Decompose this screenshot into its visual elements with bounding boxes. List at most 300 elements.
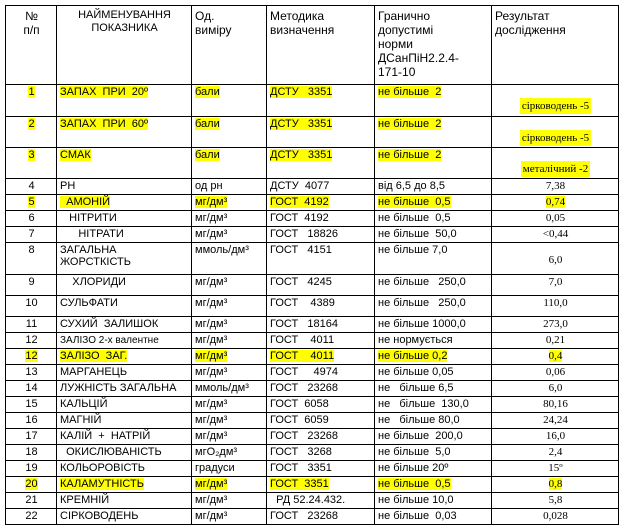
row-method-text: ГОСТ 23268 [270, 382, 338, 394]
row-result-text: 15º [548, 462, 563, 474]
row-unit-text: градуси [195, 462, 235, 474]
table-row [6, 243, 619, 275]
row-method-text: ГОСТ 3351 [270, 462, 332, 474]
row-unit [192, 381, 267, 397]
row-name [57, 365, 192, 381]
row-num [6, 179, 57, 195]
row-norm [375, 493, 492, 509]
row-method [267, 461, 375, 477]
row-result-text: 6,0 [548, 254, 563, 266]
row-name-text: ЗАПАХ ПРИ 60º [60, 118, 149, 130]
table-row [6, 333, 619, 349]
row-method-text: ГОСТ 23268 [270, 430, 338, 442]
row-num-text: 18 [25, 446, 38, 458]
row-method-text: ГОСТ 4245 [270, 276, 332, 288]
row-result-text: 6,0 [548, 382, 563, 394]
row-num-text: 12 [25, 334, 38, 346]
row-method-text: ГОСТ 18164 [270, 318, 338, 330]
row-method-text: РД 52.24.432. [270, 494, 346, 506]
row-unit [192, 349, 267, 365]
row-result-text: сірководень -5 [521, 132, 590, 144]
row-unit-text: мг/дм³ [195, 494, 228, 506]
row-name-text: КОЛЬОРОВІСТЬ [60, 462, 146, 474]
row-method [267, 493, 375, 509]
row-num [6, 493, 57, 509]
header-num: № п/п [6, 6, 57, 85]
row-num [6, 333, 57, 349]
row-method [267, 211, 375, 227]
row-name-text: АМОНІЙ [60, 196, 111, 208]
row-name [57, 179, 192, 195]
row-num-text: 21 [25, 494, 38, 506]
row-unit-text: мг/дм³ [195, 297, 228, 309]
row-result [492, 211, 619, 227]
row-num [6, 117, 57, 148]
row-method-text: ГОСТ 6059 [270, 414, 329, 426]
row-num [6, 445, 57, 461]
row-method [267, 195, 375, 211]
row-unit [192, 179, 267, 195]
row-unit [192, 333, 267, 349]
row-num-text: 11 [25, 318, 38, 330]
row-name-text: КРЕМНІЙ [60, 494, 110, 506]
row-method-text: ДСТУ 3351 [270, 86, 333, 98]
header-name: НАЙМЕНУВАННЯ ПОКАЗНИКА [57, 6, 192, 85]
row-method [267, 349, 375, 365]
row-name [57, 317, 192, 333]
table-row [6, 317, 619, 333]
row-norm-text: не більше 6,5 [378, 382, 454, 394]
row-result-text: 2,4 [548, 446, 563, 458]
row-norm [375, 429, 492, 445]
row-norm-text: не більше 5,0 [378, 446, 451, 458]
row-norm [375, 148, 492, 179]
row-num-text: 13 [25, 366, 38, 378]
row-norm [375, 317, 492, 333]
row-norm [375, 333, 492, 349]
row-method [267, 333, 375, 349]
row-norm-text: від 6,5 до 8,5 [378, 180, 445, 192]
row-method [267, 148, 375, 179]
row-num-text: 17 [25, 430, 38, 442]
row-num-text: 4 [28, 180, 35, 192]
row-name-text: КАЛІЙ + НАТРІЙ [60, 430, 151, 442]
row-method-text: ГОСТ 4974 [270, 366, 338, 378]
row-unit-text: мг/дм³ [195, 350, 228, 362]
row-result [492, 333, 619, 349]
row-unit-text: мг/дм³ [195, 478, 228, 490]
row-unit-text: мг/дм³ [195, 196, 228, 208]
row-num [6, 397, 57, 413]
row-result-text: 110,0 [543, 297, 568, 309]
row-name-text: НІТРАТИ [60, 228, 124, 240]
table-row [6, 397, 619, 413]
row-unit-text: од рн [195, 180, 223, 192]
row-num [6, 296, 57, 317]
row-name-text: СУЛЬФАТИ [60, 297, 118, 309]
row-result [492, 509, 619, 525]
table-row [6, 296, 619, 317]
row-name [57, 117, 192, 148]
row-result [492, 493, 619, 509]
row-name [57, 445, 192, 461]
row-unit [192, 397, 267, 413]
row-method-text: ГОСТ 4192 [270, 196, 329, 208]
row-norm [375, 211, 492, 227]
row-num [6, 349, 57, 365]
row-num-text: 6 [28, 212, 35, 224]
row-unit [192, 227, 267, 243]
row-result [492, 195, 619, 211]
row-norm-text: не більше 50,0 [378, 228, 457, 240]
row-method-text: ГОСТ 6058 [270, 398, 329, 410]
row-name [57, 211, 192, 227]
row-num [6, 317, 57, 333]
header-unit: Од. виміру [192, 6, 267, 85]
row-method [267, 117, 375, 148]
row-norm-text: не більше 20º [378, 462, 449, 474]
header-method: Методика визначення [267, 6, 375, 85]
row-unit-text: мг/дм³ [195, 510, 228, 522]
row-norm [375, 445, 492, 461]
row-result [492, 317, 619, 333]
row-method-text: ДСТУ 4077 [270, 180, 330, 192]
row-method-text: ГОСТ 4151 [270, 244, 332, 256]
table-row [6, 493, 619, 509]
row-result-text: 5,8 [548, 494, 563, 506]
row-name-text: МАРГАНЕЦЬ [60, 366, 128, 378]
row-name-text: СУХИЙ ЗАЛИШОК [60, 318, 159, 330]
row-result [492, 397, 619, 413]
row-norm [375, 275, 492, 296]
row-result-text: 80,16 [543, 398, 568, 410]
row-name [57, 296, 192, 317]
row-result [492, 179, 619, 195]
table-row [6, 445, 619, 461]
row-unit-text: бали [195, 149, 220, 161]
row-num [6, 429, 57, 445]
water-analysis-table [5, 5, 619, 525]
row-unit [192, 296, 267, 317]
row-result [492, 243, 619, 275]
row-name [57, 349, 192, 365]
row-norm-text: не нормується [378, 334, 453, 346]
table-row [6, 429, 619, 445]
row-unit-text: мг/дм³ [195, 430, 228, 442]
table-row [6, 275, 619, 296]
row-num-text: 12 [25, 350, 38, 362]
row-name [57, 243, 192, 275]
row-norm-text: не більше 0,5 [378, 212, 451, 224]
row-result-text: металічний -2 [522, 163, 589, 175]
row-result-text: 0,21 [545, 334, 566, 346]
row-unit-text: бали [195, 118, 220, 130]
row-num-text: 1 [28, 86, 35, 98]
row-unit [192, 509, 267, 525]
row-result [492, 296, 619, 317]
row-num-text: 16 [25, 414, 38, 426]
table-row [6, 461, 619, 477]
row-name [57, 429, 192, 445]
row-unit-text: бали [195, 86, 220, 98]
row-norm-text: не більше 0,05 [378, 366, 454, 378]
row-norm-text: не більше 130,0 [378, 398, 469, 410]
row-name [57, 397, 192, 413]
row-name [57, 333, 192, 349]
row-result-text: 0,8 [548, 478, 563, 490]
row-norm [375, 397, 492, 413]
row-num-text: 5 [28, 196, 35, 208]
table-row [6, 148, 619, 179]
row-name-text: НІТРИТИ [60, 212, 117, 224]
row-norm-text: не більше 80,0 [378, 414, 460, 426]
row-norm-text: не більше 0,2 [378, 350, 448, 362]
row-num [6, 195, 57, 211]
table-body [6, 85, 619, 525]
row-method-text: ГОСТ 4192 [270, 212, 329, 224]
row-result [492, 381, 619, 397]
row-num-text: 20 [25, 478, 38, 490]
row-unit-text: мг/дм³ [195, 276, 228, 288]
row-num [6, 243, 57, 275]
row-num [6, 461, 57, 477]
row-name-text: ОКИСЛЮВАНІСТЬ [60, 446, 162, 458]
row-name [57, 275, 192, 296]
row-result [492, 445, 619, 461]
row-num [6, 509, 57, 525]
row-norm-text: не більше 0,5 [378, 478, 451, 490]
row-method-text: ГОСТ 3351 [270, 478, 329, 490]
row-norm [375, 509, 492, 525]
row-unit-text: ммоль/дм³ [195, 382, 249, 394]
row-unit-text: мг/дм³ [195, 334, 228, 346]
row-result [492, 117, 619, 148]
row-norm-text: не більше 10,0 [378, 494, 454, 506]
row-num-text: 22 [25, 510, 38, 522]
row-result-text: 24,24 [543, 414, 568, 426]
row-result [492, 275, 619, 296]
row-result-text: 0,4 [548, 350, 563, 362]
row-result-text: 0,74 [545, 196, 566, 208]
row-unit-text: мг/дм³ [195, 366, 228, 378]
row-name-text: ЗАПАХ ПРИ 20º [60, 86, 149, 98]
row-num-text: 8 [28, 244, 35, 256]
row-method-text: ГОСТ 18826 [270, 228, 338, 240]
row-norm-text: не більше 0,03 [378, 510, 457, 522]
row-result-text: сірководень -5 [521, 100, 590, 112]
row-norm-text: не більше 2 [378, 149, 442, 161]
row-result-text: 7,0 [548, 276, 563, 288]
table-row [6, 349, 619, 365]
header-row [6, 6, 619, 85]
row-method [267, 381, 375, 397]
table-row [6, 227, 619, 243]
table-row [6, 509, 619, 525]
table-row [6, 117, 619, 148]
row-method [267, 296, 375, 317]
row-method [267, 243, 375, 275]
row-result-text: 7,38 [545, 180, 566, 192]
row-unit [192, 445, 267, 461]
row-method-text: ГОСТ 4389 [270, 297, 335, 309]
row-name-text: КАЛЬЦІЙ [60, 398, 108, 410]
row-unit-text: мг/дм³ [195, 212, 228, 224]
row-norm [375, 85, 492, 117]
row-num-text: 7 [28, 228, 35, 240]
row-result-text: 0,028 [543, 510, 568, 522]
row-result-text: 0,06 [545, 366, 566, 378]
row-num [6, 413, 57, 429]
row-name [57, 381, 192, 397]
row-unit [192, 275, 267, 296]
row-result [492, 461, 619, 477]
row-method [267, 397, 375, 413]
row-method-text: ГОСТ 4011 [270, 334, 335, 346]
row-num [6, 365, 57, 381]
row-method-text: ДСТУ 3351 [270, 149, 333, 161]
row-num-text: 2 [28, 118, 35, 130]
row-unit [192, 85, 267, 117]
row-unit [192, 148, 267, 179]
row-unit [192, 413, 267, 429]
row-unit-text: мгО₂дм³ [195, 446, 238, 458]
row-norm [375, 413, 492, 429]
row-unit-text: мг/дм³ [195, 228, 228, 240]
table-row [6, 179, 619, 195]
row-norm-text: не більше 1000,0 [378, 318, 466, 330]
row-unit [192, 461, 267, 477]
row-num-text: 14 [25, 382, 38, 394]
row-norm [375, 195, 492, 211]
table-row [6, 211, 619, 227]
row-name-text: ЗАГАЛЬНА ЖОРСТКІСТЬ [60, 244, 131, 268]
row-name [57, 85, 192, 117]
row-num-text: 9 [28, 276, 35, 288]
row-unit [192, 195, 267, 211]
table-row [6, 195, 619, 211]
row-unit [192, 211, 267, 227]
row-result [492, 429, 619, 445]
row-method-text: ГОСТ 3268 [270, 446, 332, 458]
row-unit [192, 365, 267, 381]
row-unit [192, 493, 267, 509]
row-name [57, 148, 192, 179]
row-result-text: 16,0 [545, 430, 566, 442]
table-row [6, 381, 619, 397]
row-name [57, 493, 192, 509]
row-method [267, 317, 375, 333]
row-norm [375, 227, 492, 243]
row-unit-text: мг/дм³ [195, 398, 228, 410]
row-name-text: ЗАЛІЗО 2-х валентне [60, 335, 159, 346]
row-norm-text: не більше 0,5 [378, 196, 451, 208]
row-name-text: СІРКОВОДЕНЬ [60, 510, 139, 522]
row-unit [192, 317, 267, 333]
row-norm [375, 381, 492, 397]
row-result-text: 0,05 [545, 212, 566, 224]
row-result [492, 85, 619, 117]
row-method [267, 365, 375, 381]
row-unit [192, 243, 267, 275]
row-unit-text: ммоль/дм³ [195, 244, 249, 256]
row-name-text: СМАК [60, 149, 91, 161]
row-result [492, 349, 619, 365]
row-name [57, 413, 192, 429]
row-result-text: <0,44 [542, 228, 569, 240]
row-norm [375, 179, 492, 195]
row-method [267, 179, 375, 195]
row-method [267, 445, 375, 461]
row-name [57, 227, 192, 243]
header-norm: Гранично допустимі норми ДСанПіН2.2.4- 171-10 [375, 6, 492, 85]
row-name-text: ЗАЛІЗО ЗАГ. [60, 350, 128, 362]
table-row [6, 413, 619, 429]
row-method [267, 429, 375, 445]
row-unit [192, 429, 267, 445]
row-name-text: ХЛОРИДИ [60, 276, 126, 288]
row-norm-text: не більше 200,0 [378, 430, 463, 442]
row-num [6, 148, 57, 179]
row-norm-text: не більше 2 [378, 86, 442, 98]
row-method [267, 85, 375, 117]
row-norm [375, 461, 492, 477]
table-row [6, 365, 619, 381]
row-norm-text: не більше 250,0 [378, 297, 466, 309]
row-method-text: ГОСТ 23268 [270, 510, 338, 522]
row-num [6, 227, 57, 243]
row-result-text: 273,0 [543, 318, 568, 330]
row-result [492, 227, 619, 243]
row-name [57, 461, 192, 477]
row-method-text: ДСТУ 3351 [270, 118, 333, 130]
row-norm-text: не більше 250,0 [378, 276, 466, 288]
row-num [6, 275, 57, 296]
row-method [267, 275, 375, 296]
row-norm [375, 243, 492, 275]
row-norm-text: не більше 2 [378, 118, 442, 130]
row-method [267, 227, 375, 243]
row-norm [375, 117, 492, 148]
row-num [6, 211, 57, 227]
row-num-text: 15 [25, 398, 38, 410]
row-name-text: МАГНІЙ [60, 414, 102, 426]
row-name-text: КАЛАМУТНІСТЬ [60, 478, 144, 490]
row-norm [375, 349, 492, 365]
header-result: Результат дослідження [492, 6, 619, 85]
row-unit-text: мг/дм³ [195, 318, 228, 330]
row-num [6, 381, 57, 397]
row-name [57, 195, 192, 211]
row-num-text: 19 [25, 462, 38, 474]
row-result [492, 365, 619, 381]
row-num [6, 85, 57, 117]
row-norm [375, 365, 492, 381]
row-num-text: 3 [28, 149, 35, 161]
row-method [267, 413, 375, 429]
row-method-text: ГОСТ 4011 [270, 350, 335, 362]
row-norm [375, 296, 492, 317]
row-unit-text: мг/дм³ [195, 414, 228, 426]
table-row [6, 85, 619, 117]
row-num-text: 10 [25, 297, 38, 309]
row-name-text: ЛУЖНІСТЬ ЗАГАЛЬНА [60, 382, 177, 394]
row-norm-text: не більше 7,0 [378, 244, 448, 256]
row-method [267, 509, 375, 525]
row-unit [192, 117, 267, 148]
row-name [57, 509, 192, 525]
row-result [492, 148, 619, 179]
row-result [492, 413, 619, 429]
